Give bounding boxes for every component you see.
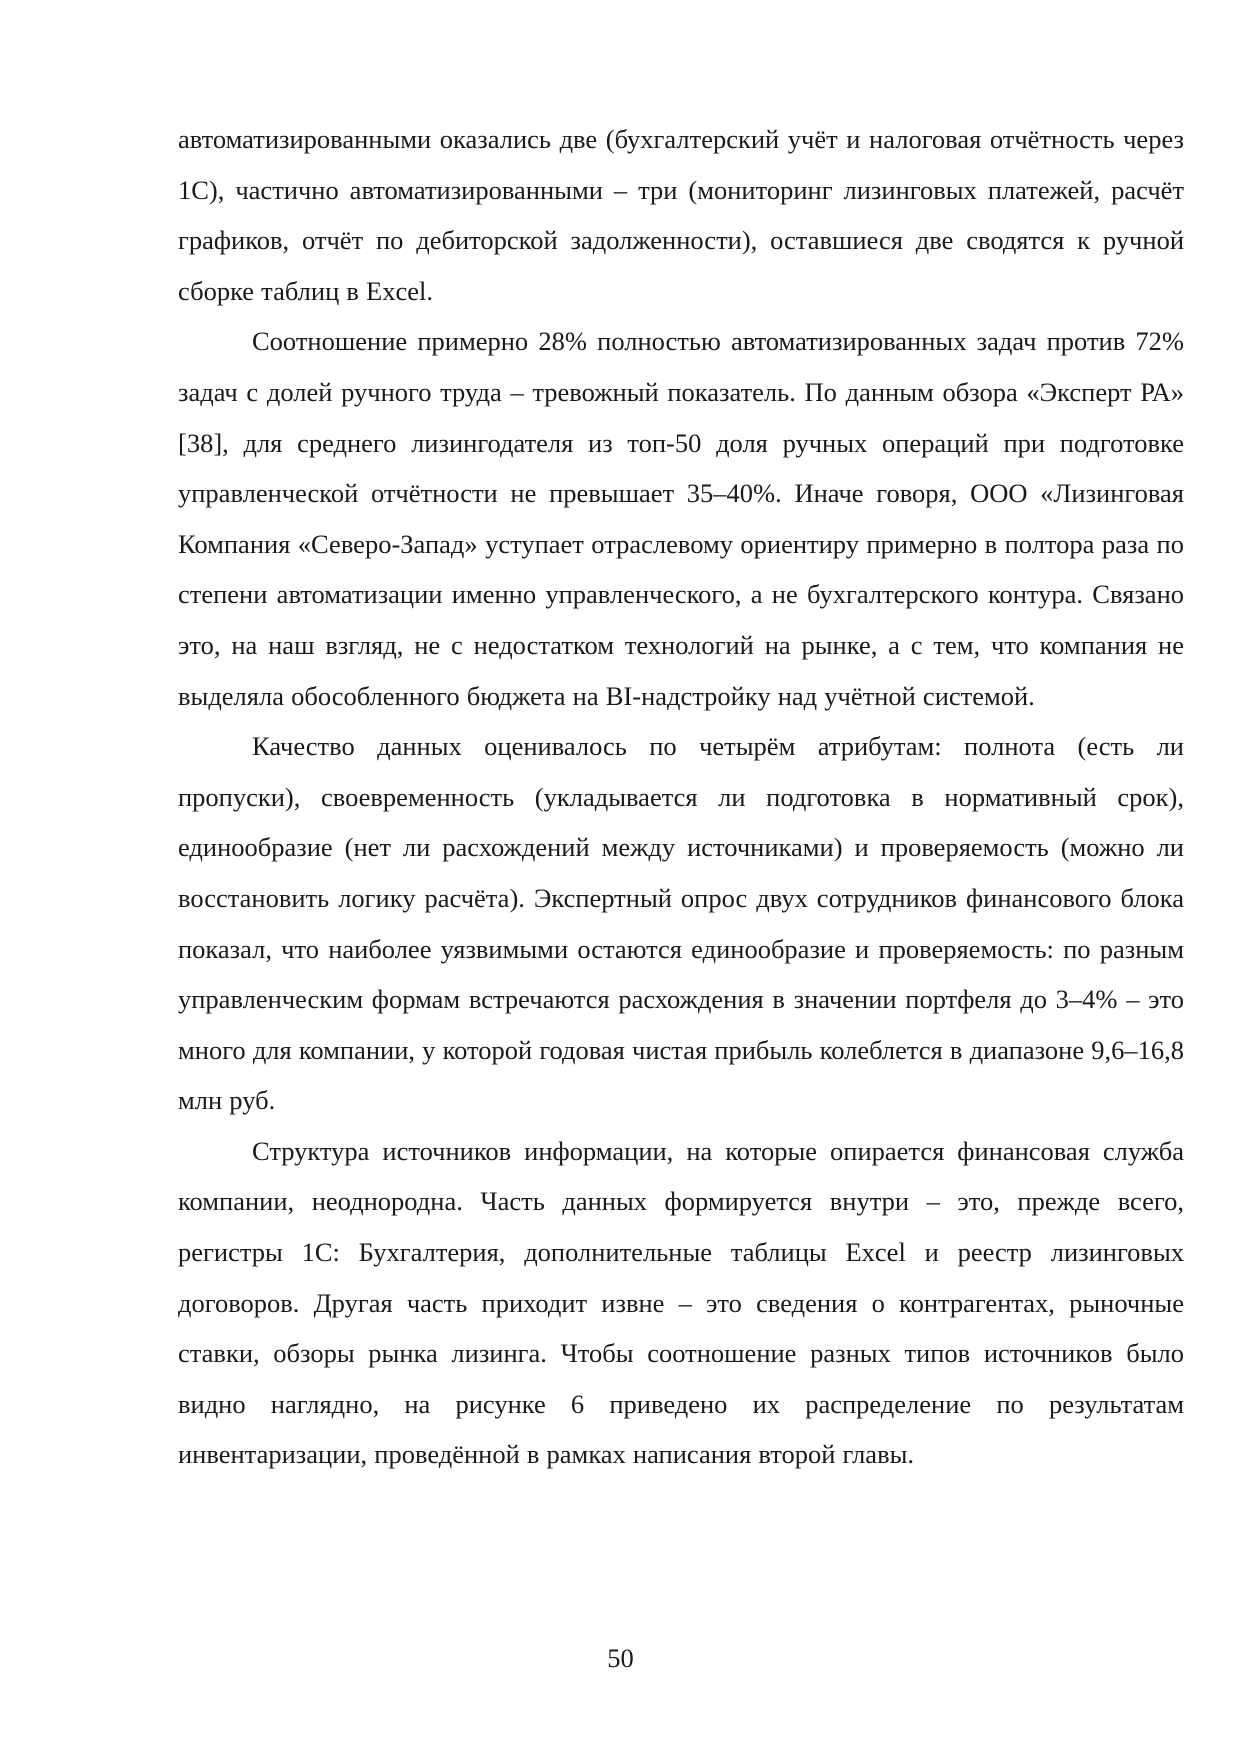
paragraph-information-sources: Структура источников информации, на которые опирается финансовая служба компании, неоднородна. Часть данных формируется внутри – это, прежде всего, регистры 1С: Бухгалтерия, дополнительные таблицы Excel и реестр лизинговых договоров. Другая часть приходит извне – это сведения о контрагентах, рыночные ставки, обзоры рынка лизинга. Чтобы соотношение разных типов источников было видно наглядно, на рисунке 6 приведено их распределение по результатам инвентаризации, проведённой в рамках написания второй главы. — [178, 1135, 1184, 1470]
paragraph-automation-ratio: Соотношение примерно 28% полностью автоматизированных задач против 72% задач с долей ручного труда – тревожный показатель. По данным обзора «Эксперт РА» [38], для среднего лизингодателя из топ-50 доля ручных операций при подготовке управленческой отчётности не превышает 35–40%. Иначе говоря, ООО «Лизинговая Компания «Северо-Запад» уступает отраслевому ориентиру примерно в полтора раза по степени автоматизации именно управленческого, а не бухгалтерского контура. Связано это, на наш взгляд, не с недостатком технологий на рынке, а с тем, что компания не выделяла обособленного бюджета на BI-надстройку над учётной системой. — [178, 326, 1184, 711]
paragraph-continuation: автоматизированными оказались две (бухгалтерский учёт и налоговая отчётность через 1С), частично автоматизированными – три (мониторинг лизинговых платежей, расчёт графиков, отчёт по дебиторской задолженности), оставшиеся две сводятся к ручной сборке таблиц в Excel. — [178, 124, 1184, 306]
paragraph-data-quality: Качество данных оценивалось по четырём атрибутам: полнота (есть ли пропуски), своевременность (укладывается ли подготовка в нормативный срок), единообразие (нет ли расхождений между источниками) и проверяемость (можно ли восстановить логику расчёта). Экспертный опрос двух сотрудников финансового блока показал, что наиболее уязвимыми остаются единообразие и проверяемость: по разным управленческим формам встречаются расхождения в значении портфеля до 3–4% – это много для компании, у которой годовая чистая прибыль колеблется в диапазоне 9,6–16,8 млн руб. — [178, 731, 1184, 1116]
body-text — [178, 114, 1184, 1480]
page-number: 50 — [607, 1643, 634, 1673]
